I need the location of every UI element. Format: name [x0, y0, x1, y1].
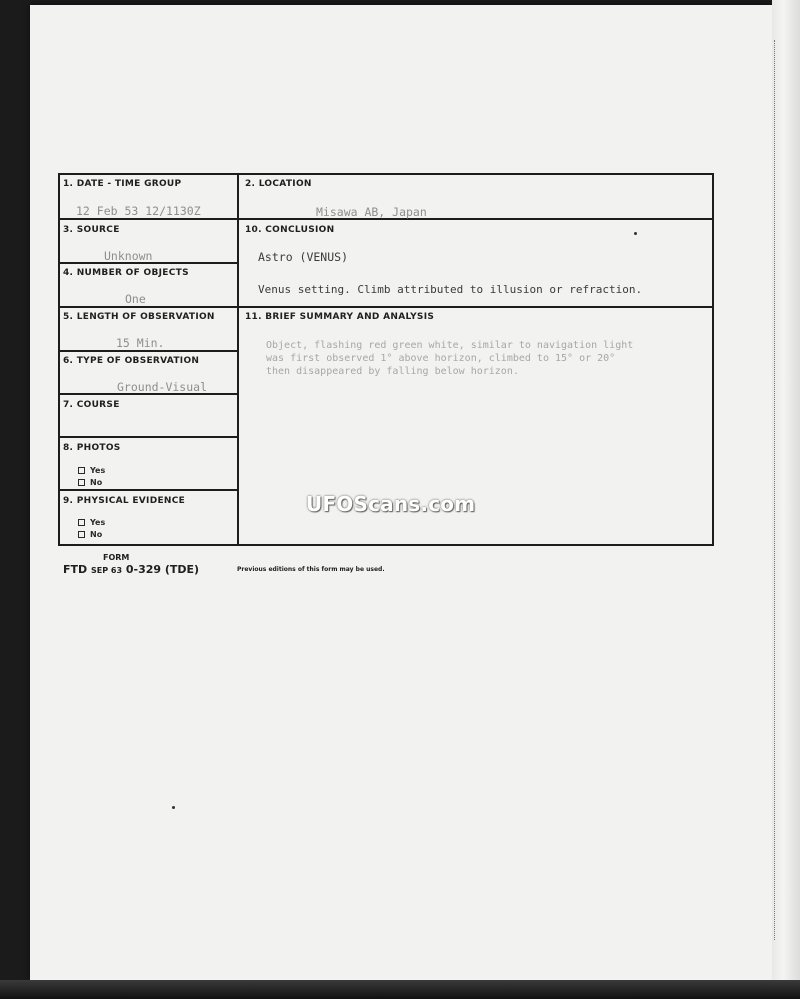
summary-text: [266, 339, 711, 378]
previous-editions-note: Previous editions of this form may be used.: [237, 566, 385, 573]
date-time-group-label: 1. DATE - TIME GROUP: [63, 179, 182, 189]
checkbox-box: [78, 531, 85, 538]
watermark: UFOScans.com: [306, 492, 476, 516]
physical-evidence-no-checkbox[interactable]: [78, 530, 102, 539]
summary-label: 11. BRIEF SUMMARY AND ANALYSIS: [245, 312, 435, 322]
source-value: Unknown: [104, 249, 153, 263]
punch-marks: [774, 40, 777, 940]
scan-speck: [172, 806, 175, 809]
type-of-observation-label: 6. TYPE OF OBSERVATION: [63, 356, 200, 366]
conclusion-note: Venus setting. Climb attributed to illusion or refraction.: [258, 283, 643, 296]
scan-speck: [634, 232, 637, 235]
type-of-observation-value: Ground-Visual: [117, 380, 208, 394]
form-date: SEP 63: [91, 566, 123, 575]
checkbox-box: [78, 467, 85, 474]
physical-evidence-no-label: No: [90, 530, 103, 539]
source-label: 3. SOURCE: [63, 225, 120, 235]
length-of-observation-label: 5. LENGTH OF OBSERVATION: [63, 312, 215, 322]
row-divider: [58, 350, 238, 352]
date-time-group-value: 12 Feb 53 12/1130Z: [76, 204, 201, 218]
conclusion-label: 10. CONCLUSION: [245, 225, 335, 235]
form-prefix: FTD: [63, 563, 88, 576]
photos-yes-label: Yes: [90, 466, 106, 475]
row-divider: [58, 306, 714, 308]
row-divider: [58, 436, 238, 438]
summary-line: was first observed 1° above horizon, climbed to 15° or 20°: [266, 353, 616, 364]
location-label: 2. LOCATION: [245, 179, 312, 189]
course-label: 7. COURSE: [63, 400, 120, 410]
number-of-objects-value: One: [125, 292, 146, 306]
form-identifier: [63, 563, 199, 576]
checkbox-box: [78, 519, 85, 526]
conclusion-value: Astro (VENUS): [258, 250, 349, 264]
form-word: FORM: [103, 553, 130, 562]
physical-evidence-label: 9. PHYSICAL EVIDENCE: [63, 496, 186, 506]
location-value: Misawa AB, Japan: [316, 205, 427, 219]
row-divider: [58, 489, 238, 491]
number-of-objects-label: 4. NUMBER OF OBJECTS: [63, 268, 189, 278]
photos-label: 8. PHOTOS: [63, 443, 121, 453]
summary-line: Object, flashing red green white, similar to navigation light: [266, 340, 634, 351]
form-id: 0-329 (TDE): [125, 563, 200, 576]
physical-evidence-yes-checkbox[interactable]: [78, 518, 105, 527]
length-of-observation-value: 15 Min.: [116, 336, 165, 350]
photos-no-checkbox[interactable]: [78, 478, 102, 487]
photos-no-label: No: [90, 478, 103, 487]
checkbox-box: [78, 479, 85, 486]
scan-edge-right: [772, 0, 800, 999]
physical-evidence-yes-label: Yes: [90, 518, 106, 527]
summary-line: then disappeared by falling below horizon.: [266, 366, 519, 377]
photos-yes-checkbox[interactable]: [78, 466, 105, 475]
scan-edge-bottom: [0, 980, 800, 999]
